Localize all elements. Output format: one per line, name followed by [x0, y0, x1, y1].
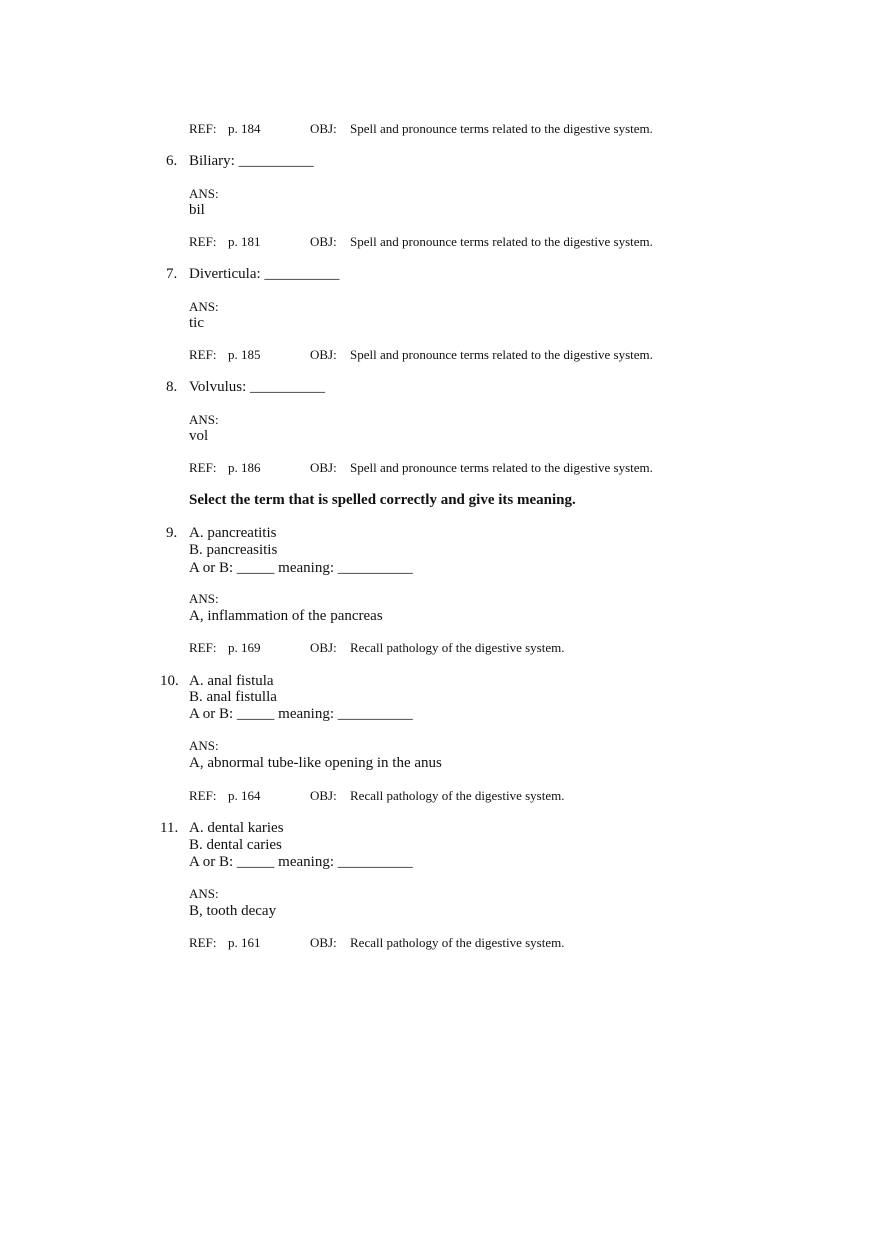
- obj-text: Recall pathology of the digestive system.: [350, 935, 565, 950]
- question-prompt: Volvulus: __________: [189, 379, 325, 395]
- obj-label: OBJ:: [310, 347, 337, 362]
- answer-text: B, tooth decay: [189, 903, 277, 919]
- question-number: 8.: [166, 379, 178, 395]
- ref-label: REF:: [189, 935, 217, 950]
- answer-label: ANS:: [189, 886, 219, 901]
- option-a: A. pancreatitis: [189, 525, 277, 541]
- ref-page: p. 169: [228, 640, 261, 655]
- option-b: B. dental caries: [189, 837, 282, 853]
- answer-label: ANS:: [189, 299, 219, 314]
- obj-label: OBJ:: [310, 460, 337, 475]
- answer-blank-line: A or B: _____ meaning: __________: [189, 854, 413, 870]
- ref-page: p. 186: [228, 460, 261, 475]
- obj-label: OBJ:: [310, 121, 337, 136]
- ref-label: REF:: [189, 234, 217, 249]
- question-number: 7.: [166, 266, 178, 282]
- section-heading: Select the term that is spelled correctly and give its meaning.: [189, 492, 576, 508]
- question-number: 6.: [166, 153, 178, 169]
- answer-text: A, inflammation of the pancreas: [189, 608, 383, 624]
- option-a: A. dental karies: [189, 820, 284, 836]
- obj-label: OBJ:: [310, 640, 337, 655]
- option-b: B. pancreasitis: [189, 542, 278, 558]
- obj-text: Spell and pronounce terms related to the digestive system.: [350, 347, 653, 362]
- ref-label: REF:: [189, 121, 217, 136]
- answer-label: ANS:: [189, 412, 219, 427]
- obj-label: OBJ:: [310, 234, 337, 249]
- ref-label: REF:: [189, 640, 217, 655]
- question-number: 9.: [166, 525, 178, 541]
- obj-text: Spell and pronounce terms related to the digestive system.: [350, 460, 653, 475]
- ref-page: p. 181: [228, 234, 261, 249]
- option-b: B. anal fistulla: [189, 689, 277, 705]
- ref-page: p. 185: [228, 347, 261, 362]
- answer-text: bil: [189, 202, 205, 218]
- answer-label: ANS:: [189, 591, 219, 606]
- question-prompt: Diverticula: __________: [189, 266, 340, 282]
- obj-label: OBJ:: [310, 935, 337, 950]
- answer-blank-line: A or B: _____ meaning: __________: [189, 560, 413, 576]
- answer-label: ANS:: [189, 186, 219, 201]
- obj-text: Spell and pronounce terms related to the digestive system.: [350, 121, 653, 136]
- answer-blank-line: A or B: _____ meaning: __________: [189, 706, 413, 722]
- answer-text: tic: [189, 315, 204, 331]
- obj-text: Recall pathology of the digestive system.: [350, 788, 565, 803]
- question-number: 11.: [160, 820, 179, 836]
- ref-label: REF:: [189, 347, 217, 362]
- option-a: A. anal fistula: [189, 673, 274, 689]
- ref-label: REF:: [189, 788, 217, 803]
- ref-page: p. 164: [228, 788, 261, 803]
- question-number: 10.: [160, 673, 179, 689]
- answer-label: ANS:: [189, 738, 219, 753]
- obj-text: Spell and pronounce terms related to the digestive system.: [350, 234, 653, 249]
- ref-page: p. 184: [228, 121, 261, 136]
- answer-text: vol: [189, 428, 209, 444]
- ref-page: p. 161: [228, 935, 261, 950]
- question-prompt: Biliary: __________: [189, 153, 314, 169]
- obj-text: Recall pathology of the digestive system.: [350, 640, 565, 655]
- ref-label: REF:: [189, 460, 217, 475]
- answer-text: A, abnormal tube-like opening in the anus: [189, 755, 442, 771]
- obj-label: OBJ:: [310, 788, 337, 803]
